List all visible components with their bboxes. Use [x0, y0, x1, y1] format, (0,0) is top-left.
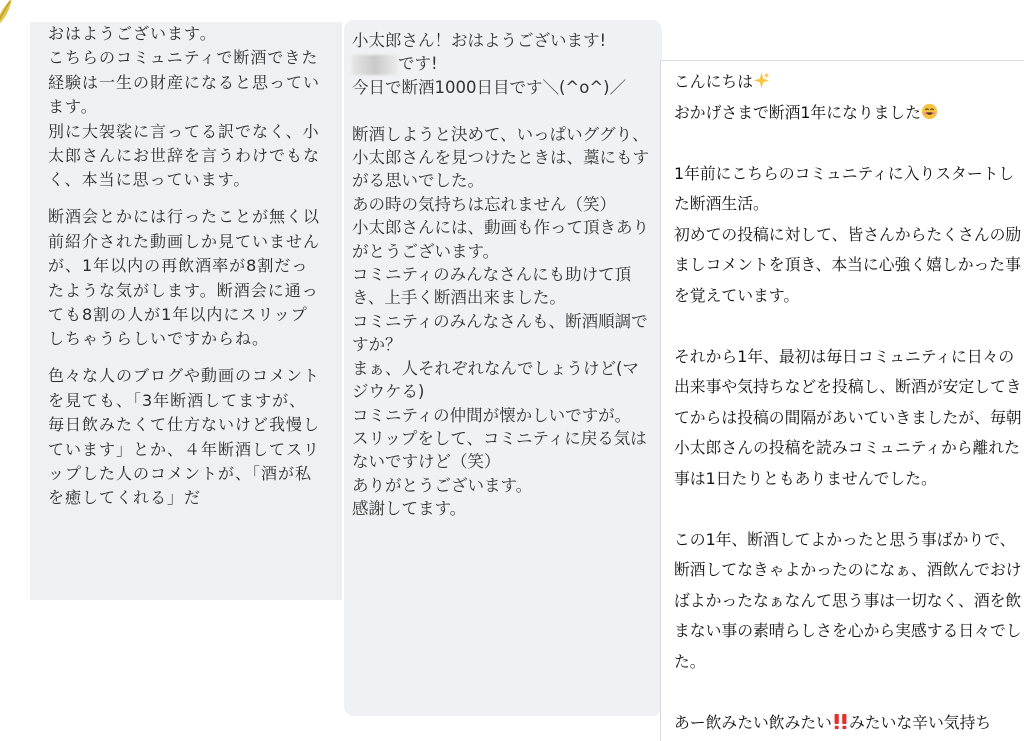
post-spacer — [352, 99, 654, 122]
post-paragraph: この1年、断酒してよかったと思う事ばかりで、断酒してなきゃよかったのになぁ、酒飲んでおけばよかったなぁなんて思う事は一切なく、酒を飲まない事の素晴らしさを心から実感する日々でした。 — [674, 529, 1022, 671]
post-paragraph: 断酒会とかには行ったことが無く以前紹介された動画しか見ていませんが、1年以内の再飲酒率が8割だったような気がします。断酒会に通っても8割の人が1年以内にスリップしちゃうらしいですからね。 — [48, 207, 321, 349]
post-paragraph — [674, 708, 1024, 739]
post-paragraph — [674, 67, 1024, 128]
post-paragraph: おはようございます。 こちらのコミュニティで断酒できた経験は一生の財産になると思っています。 別に大袈裟に言ってる訳でなく、小太郎さんにお世辞を言うわけでもなく、本当に思っています。 — [48, 24, 321, 190]
post-text: こんにちは — [674, 72, 753, 91]
post-paragraph: それから1年、最初は毎日コミュニティに日々の出来事や気持ちなどを投稿し、断酒が安定してきてからは投稿の間隔があいていきましたが、毎朝小太郎さんの投稿を読みコミュニティから離れた事は1日たりともありませんでした。 — [674, 346, 1022, 488]
post-paragraph: 断酒しようと決めて、いっぱいググり、小太郎さんを見つけたときは、藁にもすがる思いでした。 あの時の気持ちは忘れません（笑） 小太郎さんには、動画も作って頂きありがとうございます。 コミニティのみんなさんにも助けて頂き、上手く断酒出来ました。 コミニティのみんなさんも、断酒順調ですか？ まぁ、人それぞれなんでしょうけど(マジウケる) コミニティの仲間が懐かしいですが。 スリップをして、コミニティに戻る気はないですけど（笑） ありがとうございます。 感謝してます。 — [352, 124, 649, 519]
post-paragraph: 色々な人のブログや動画のコメントを見ても、「3年断酒してますが、毎日飲みたくて仕方ないけど我慢しています」とか、４年断酒してスリップした人のコメントが、「酒が私を癒してくれる」だ — [48, 366, 321, 508]
sparkles-emoji-icon — [753, 72, 770, 89]
smiling-face-emoji-icon — [921, 103, 938, 120]
redacted-name — [352, 55, 398, 75]
post-paragraph: 1年前にこちらのコミュニティに入りスタートした断酒生活。 初めての投稿に対して、皆さんからたくさんの励ましコメントを頂き、本当に心強く嬉しかった事を覚えています。 — [674, 163, 1022, 305]
post-name-suffix: です! — [398, 54, 438, 74]
leaf-icon — [0, 0, 14, 34]
post-text: みたいな辛い気持ち — [848, 712, 992, 732]
post-text: あー飲みたい飲みたい — [674, 712, 832, 732]
double-exclamation-emoji-icon — [832, 713, 849, 730]
post-text: おかげさまで断酒1年になりました — [674, 102, 922, 122]
testimonial-card-right — [660, 60, 1024, 741]
post-greeting: 小太郎さん！おはようございます! — [352, 31, 607, 50]
testimonial-card-left — [30, 22, 342, 600]
post-name-line — [352, 52, 654, 75]
post-paragraph: 今日で断酒1000日目です＼(^o^)／ — [352, 77, 627, 97]
testimonial-card-middle — [344, 20, 662, 716]
